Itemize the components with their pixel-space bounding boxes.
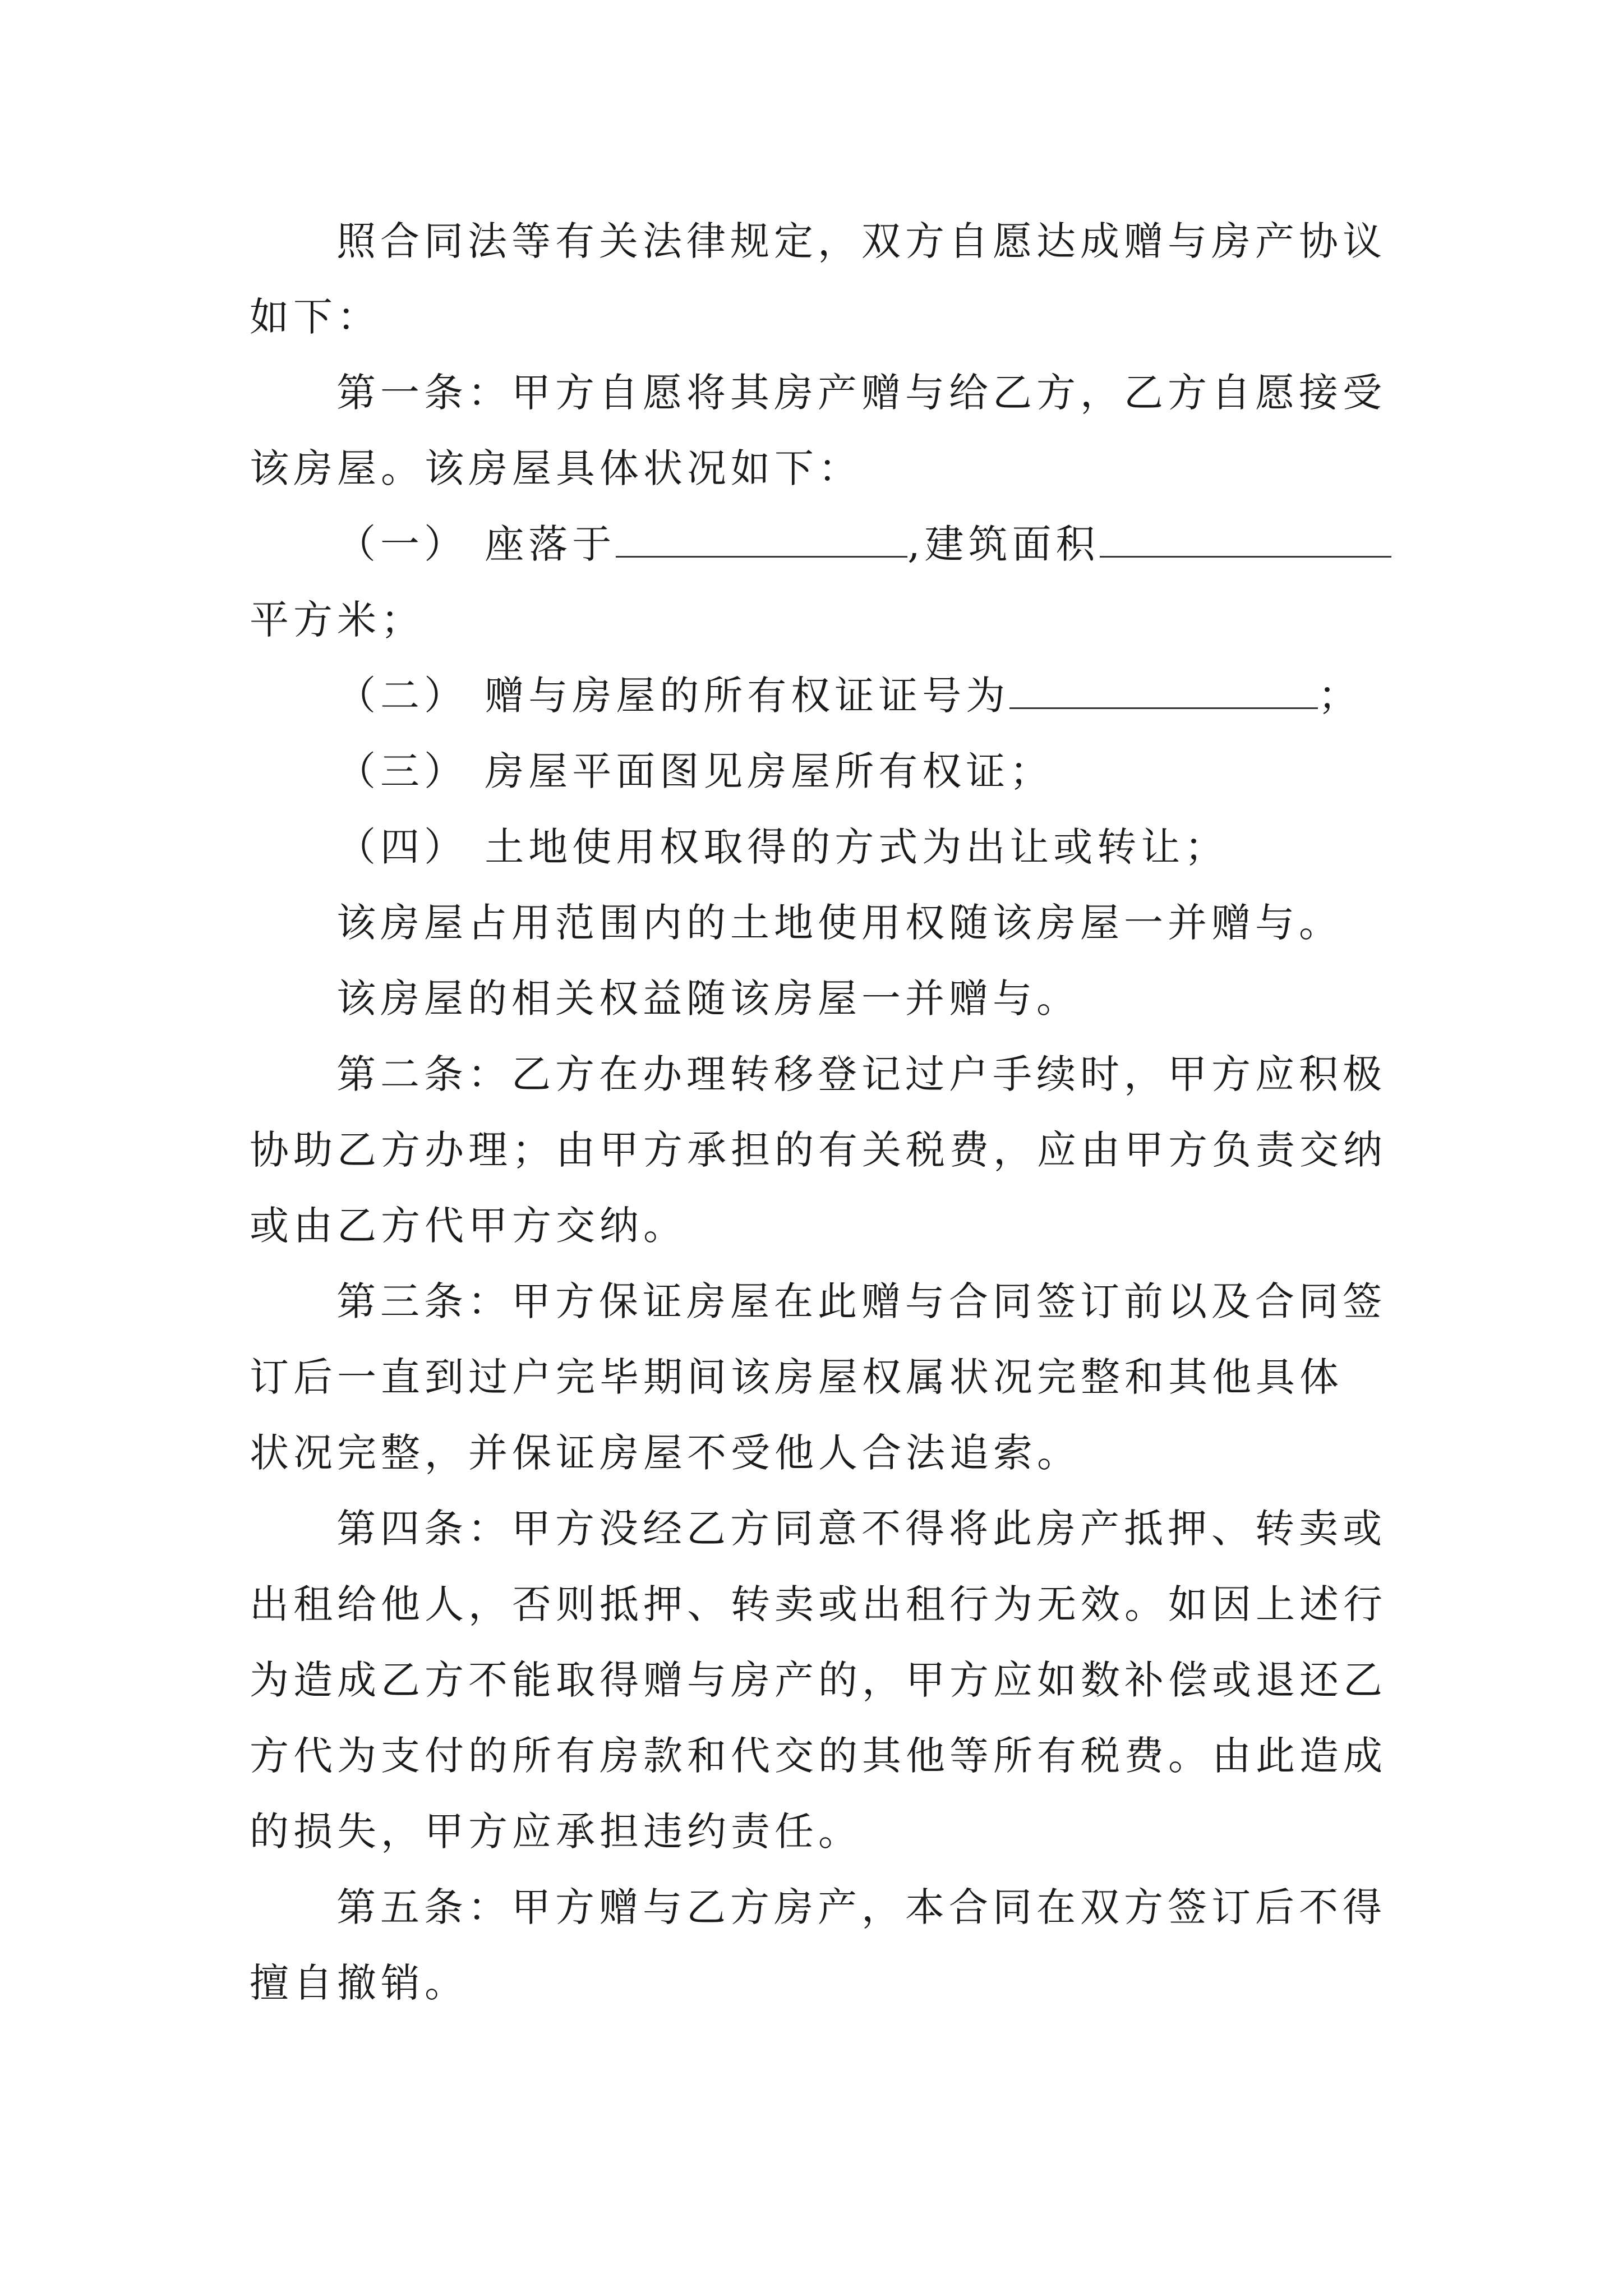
paragraph-line: 该房屋的相关权益随该房屋一并赠与。 — [336, 976, 1080, 1022]
item-1-text: （一） 座落于 — [336, 521, 616, 567]
article-4-line: 第四条：甲方没经乙方同意不得将此房产抵押、转卖或 — [336, 1506, 1386, 1552]
item-2-end: ； — [1318, 673, 1362, 719]
paragraph-line: 的损失，甲方应承担违约责任。 — [250, 1809, 862, 1855]
paragraph-line: 出租给他人，否则抵押、转卖或出租行为无效。如因上述行 — [250, 1581, 1387, 1627]
paragraph-line: 该房屋。该房屋具体状况如下： — [250, 445, 862, 491]
item-1-line — [336, 516, 1391, 572]
item-2-text: （二） 赠与房屋的所有权证证号为 — [336, 673, 1010, 719]
paragraph-line: 擅自撤销。 — [250, 1960, 468, 2006]
location-blank[interactable] — [616, 517, 907, 558]
article-1-line: 第一条：甲方自愿将其房产赠与给乙方，乙方自愿接受 — [336, 370, 1386, 416]
paragraph-line: 如下： — [250, 294, 381, 340]
paragraph-line: 订后一直到过户完毕期间该房屋权属状况完整和其他具体 — [250, 1354, 1343, 1400]
item-1-area-label: ,建筑面积 — [907, 521, 1100, 567]
paragraph-line: 照合同法等有关法律规定，双方自愿达成赠与房产协议 — [336, 218, 1386, 264]
item-3-line: （三） 房屋平面图见房屋所有权证； — [336, 748, 1054, 794]
paragraph-line: 为造成乙方不能取得赠与房产的，甲方应如数补偿或退还乙 — [250, 1657, 1387, 1703]
paragraph-line: 该房屋占用范围内的土地使用权随该房屋一并赠与。 — [336, 900, 1343, 946]
item-2-line — [336, 668, 1362, 724]
paragraph-line: 方代为支付的所有房款和代交的其他等所有税费。由此造成 — [250, 1733, 1387, 1779]
paragraph-line: 协助乙方办理；由甲方承担的有关税费，应由甲方负责交纳 — [250, 1127, 1387, 1173]
paragraph-line: 或由乙方代甲方交纳。 — [250, 1203, 687, 1249]
certificate-number-blank[interactable] — [1009, 668, 1318, 709]
article-5-line: 第五条：甲方赠与乙方房产，本合同在双方签订后不得 — [336, 1884, 1386, 1930]
area-blank[interactable] — [1100, 517, 1391, 558]
paragraph-line: 平方米； — [250, 597, 425, 643]
paragraph-line: 状况完整，并保证房屋不受他人合法追索。 — [250, 1430, 1081, 1476]
article-3-line: 第三条：甲方保证房屋在此赠与合同签订前以及合同签 — [336, 1278, 1386, 1324]
item-4-line: （四） 土地使用权取得的方式为出让或转让； — [336, 824, 1229, 870]
article-2-line: 第二条：乙方在办理转移登记过户手续时，甲方应积极 — [336, 1051, 1386, 1097]
